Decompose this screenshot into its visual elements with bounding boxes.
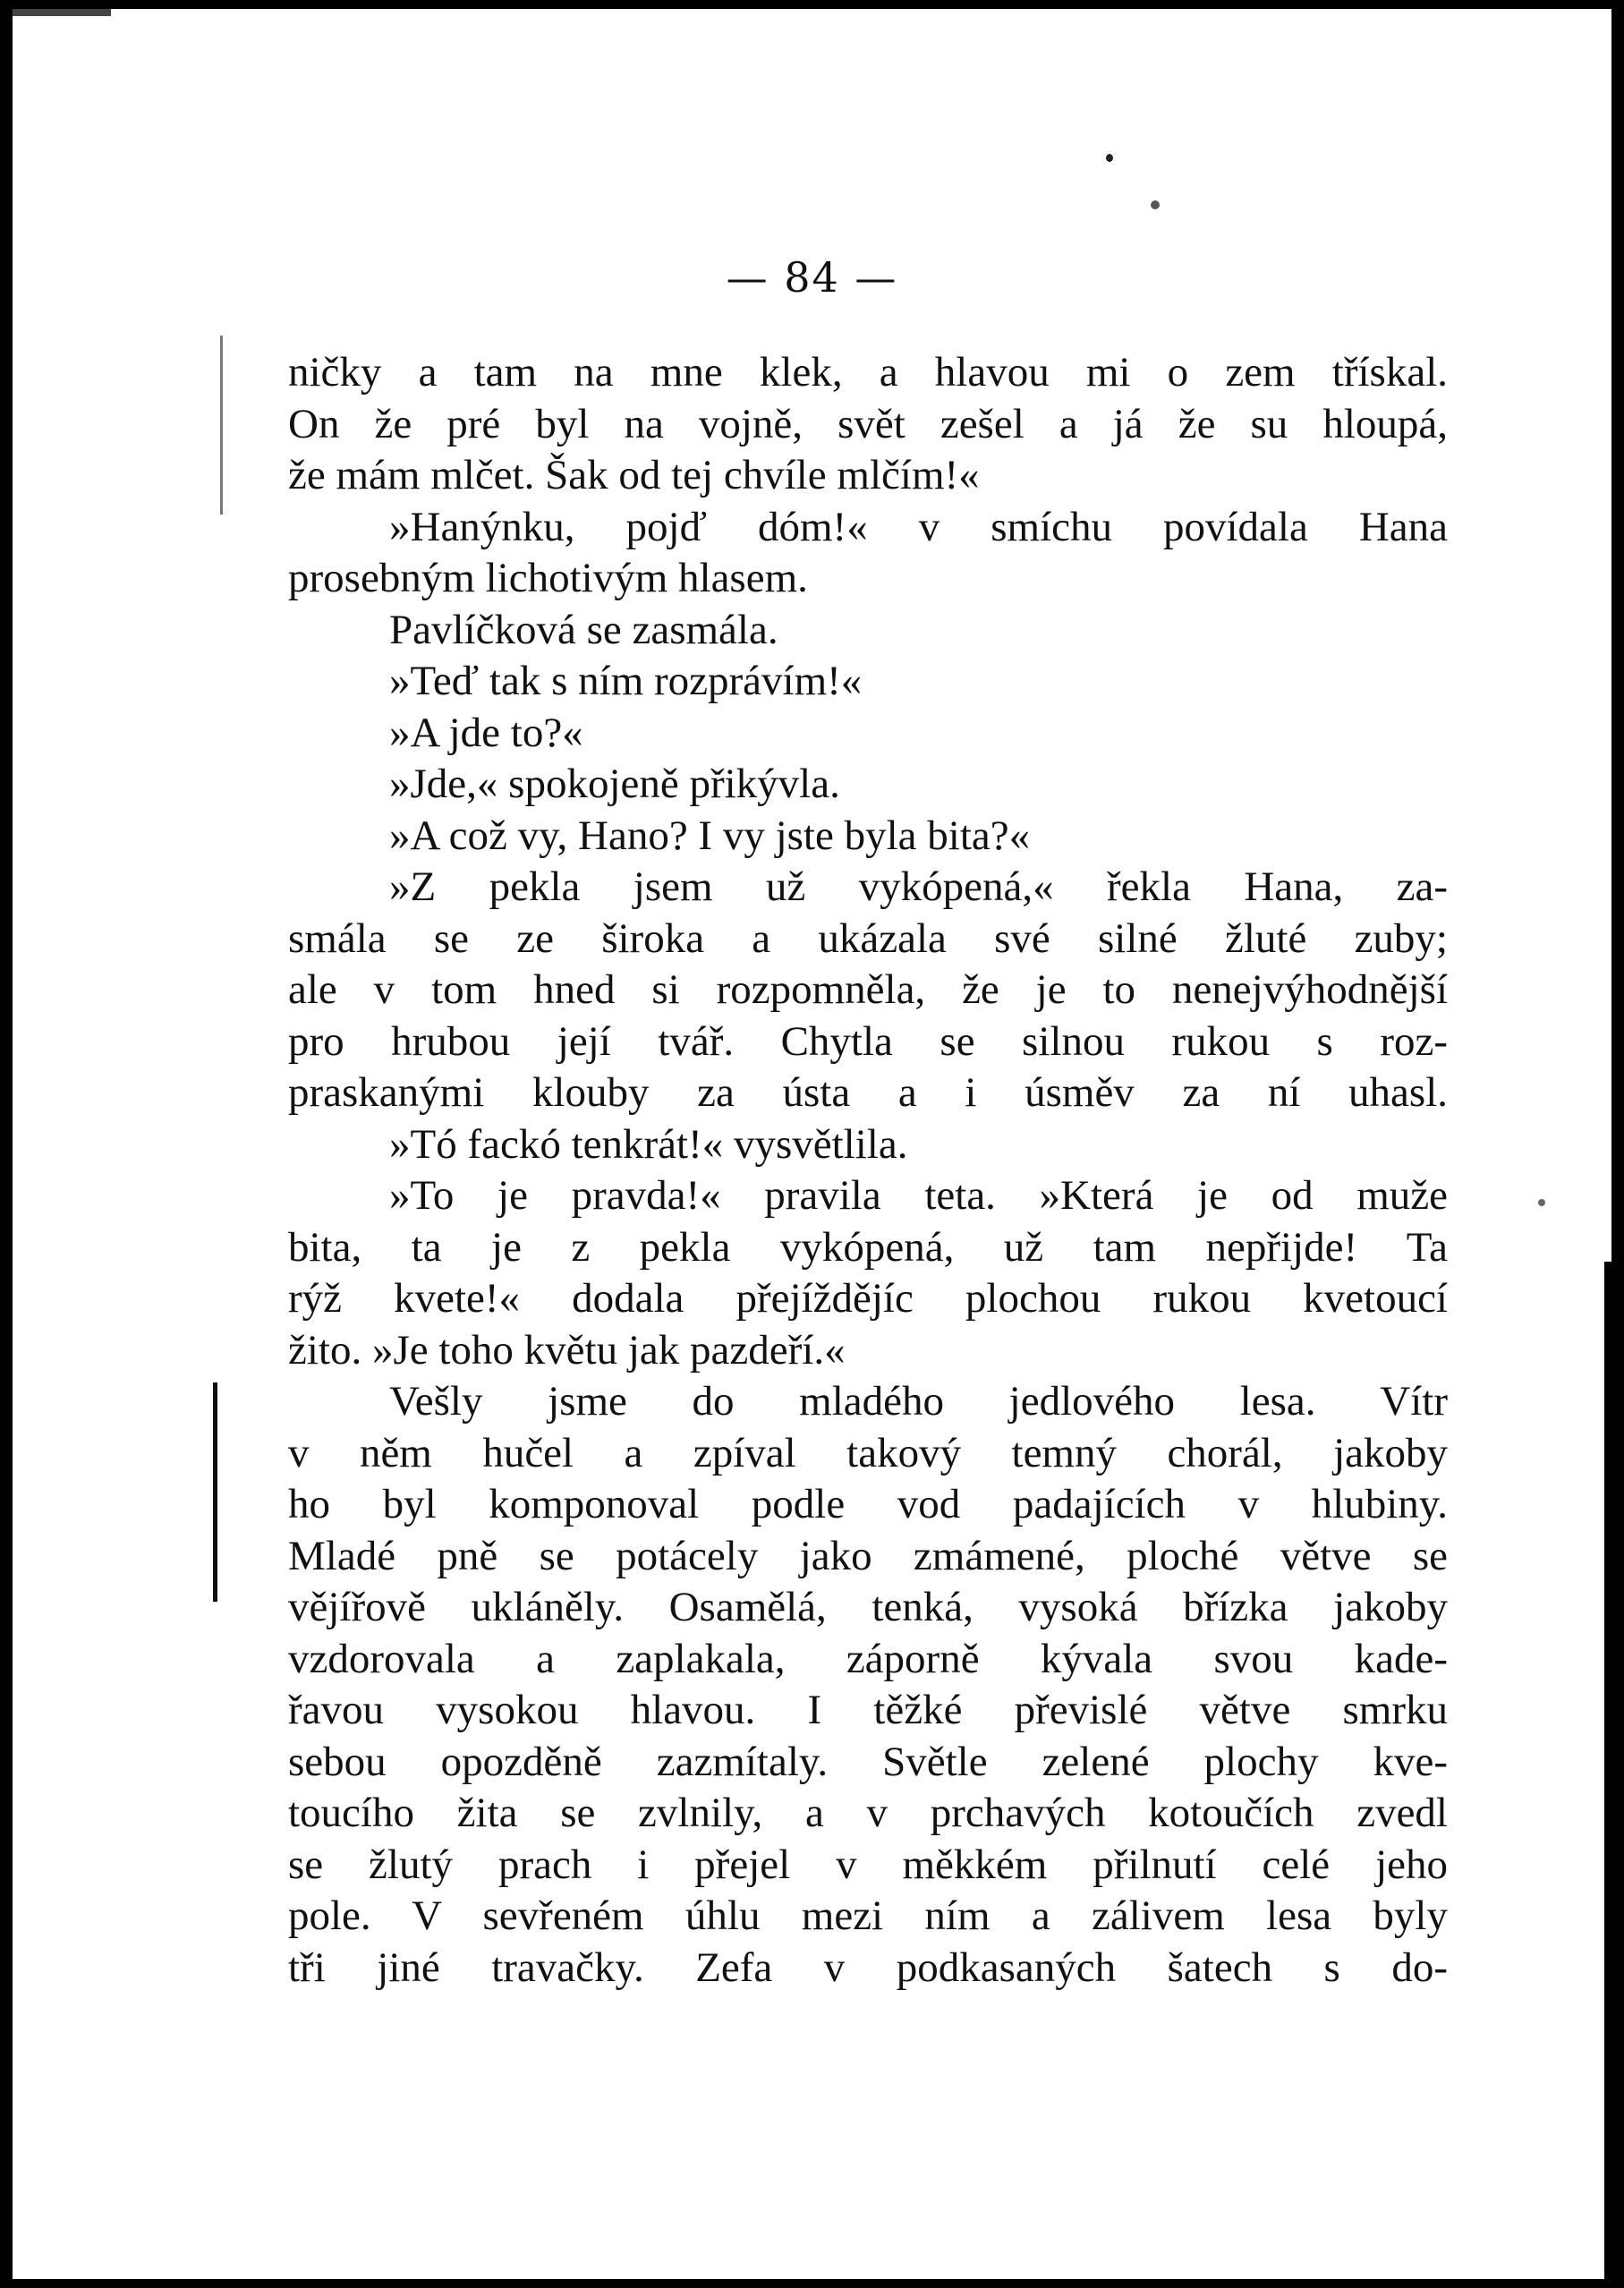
text-line: tři jiné travačky. Zefa v podkasaných šatech s do- (288, 1944, 1448, 1991)
text-line: žito. »Je toho květu jak pazdeří.« (288, 1326, 846, 1374)
scan-speck (13, 9, 111, 16)
text-line: »A což vy, Hano? I vy jste byla bita?« (389, 812, 1031, 859)
margin-mark (220, 336, 223, 515)
text-line: On že pré byl na vojně, svět zešel a já že su hloupá, (288, 400, 1448, 447)
text-line: toucího žita se zvlnily, a v prchavých kotoučích zvedl (288, 1790, 1448, 1836)
text-line: »A jde to?« (389, 709, 583, 756)
text-line: pole. V sevřeném úhlu mezi ním a zálivem lesa byly (288, 1892, 1448, 1939)
text-line: vějířově ukláněly. Osamělá, tenká, vysoká břízka jakoby (288, 1584, 1448, 1630)
text-line: v něm hučel a zpíval takový temný chorál, jakoby (288, 1429, 1448, 1476)
text-line: řavou vysokou hlavou. I těžké převislé větve smrku (288, 1687, 1448, 1733)
text-line: ale v tom hned si rozpomněla, že je to nenejvýhodnější (288, 966, 1448, 1013)
text-line: se žlutý prach i přejel v měkkém přilnutí celé jeho (288, 1841, 1448, 1888)
text-line: ničky a tam na mne klek, a hlavou mi o zem třískal. (288, 349, 1448, 396)
text-line: »Jde,« spokojeně přikývla. (389, 761, 840, 807)
text-line: Mladé pně se potácely jako zmámené, ploché větve se (288, 1532, 1448, 1579)
text-line: praskanými klouby za ústa a i úsměv za ní uhasl. (288, 1069, 1448, 1116)
scan-speck (1106, 154, 1113, 162)
text-line: »Tó fackó tenkrát!« vysvětlila. (389, 1120, 908, 1168)
text-line: pro hrubou její tvář. Chytla se silnou rukou s roz- (288, 1017, 1448, 1065)
text-line: rýž kvete!« dodala přejíždějíc plochou rukou kvetoucí (288, 1275, 1448, 1322)
body-text (288, 347, 1448, 1994)
scan-speck (1151, 200, 1160, 209)
text-line: »Hanýnku, pojď dóm!« v smíchu povídala Hana (389, 503, 1448, 550)
text-line: ho byl komponoval podle vod padajících v hlubiny. (288, 1481, 1448, 1527)
text-line: sebou opozděně zazmítaly. Světle zelené plochy kve- (288, 1738, 1448, 1785)
text-line: prosebným lichotivým hlasem. (288, 555, 808, 601)
margin-mark (213, 1382, 217, 1602)
text-line: že mám mlčet. Šak od tej chvíle mlčím!« (288, 452, 980, 498)
page-number: — 84 — (726, 253, 898, 302)
text-line: Vešly jsme do mladého jedlového lesa. Vítr (389, 1378, 1448, 1425)
text-line: »To je pravda!« pravila teta. »Která je od muže (389, 1172, 1448, 1219)
scan-speck (1538, 1199, 1545, 1206)
text-line: vzdorovala a zaplakala, záporně kývala svou kade- (288, 1635, 1448, 1682)
text-line: »Z pekla jsem už vykópená,« řekla Hana, za- (389, 863, 1448, 910)
book-page (13, 9, 1611, 2279)
text-line: smála se ze široka a ukázala své silné žluté zuby; (288, 914, 1448, 962)
text-line: »Teď tak s ním rozprávím!« (389, 658, 863, 704)
page-edge (1604, 1262, 1611, 2279)
text-line: Pavlíčková se zasmála. (389, 606, 778, 653)
text-line: bita, ta je z pekla vykópená, už tam nepřijde! Ta (288, 1223, 1448, 1271)
